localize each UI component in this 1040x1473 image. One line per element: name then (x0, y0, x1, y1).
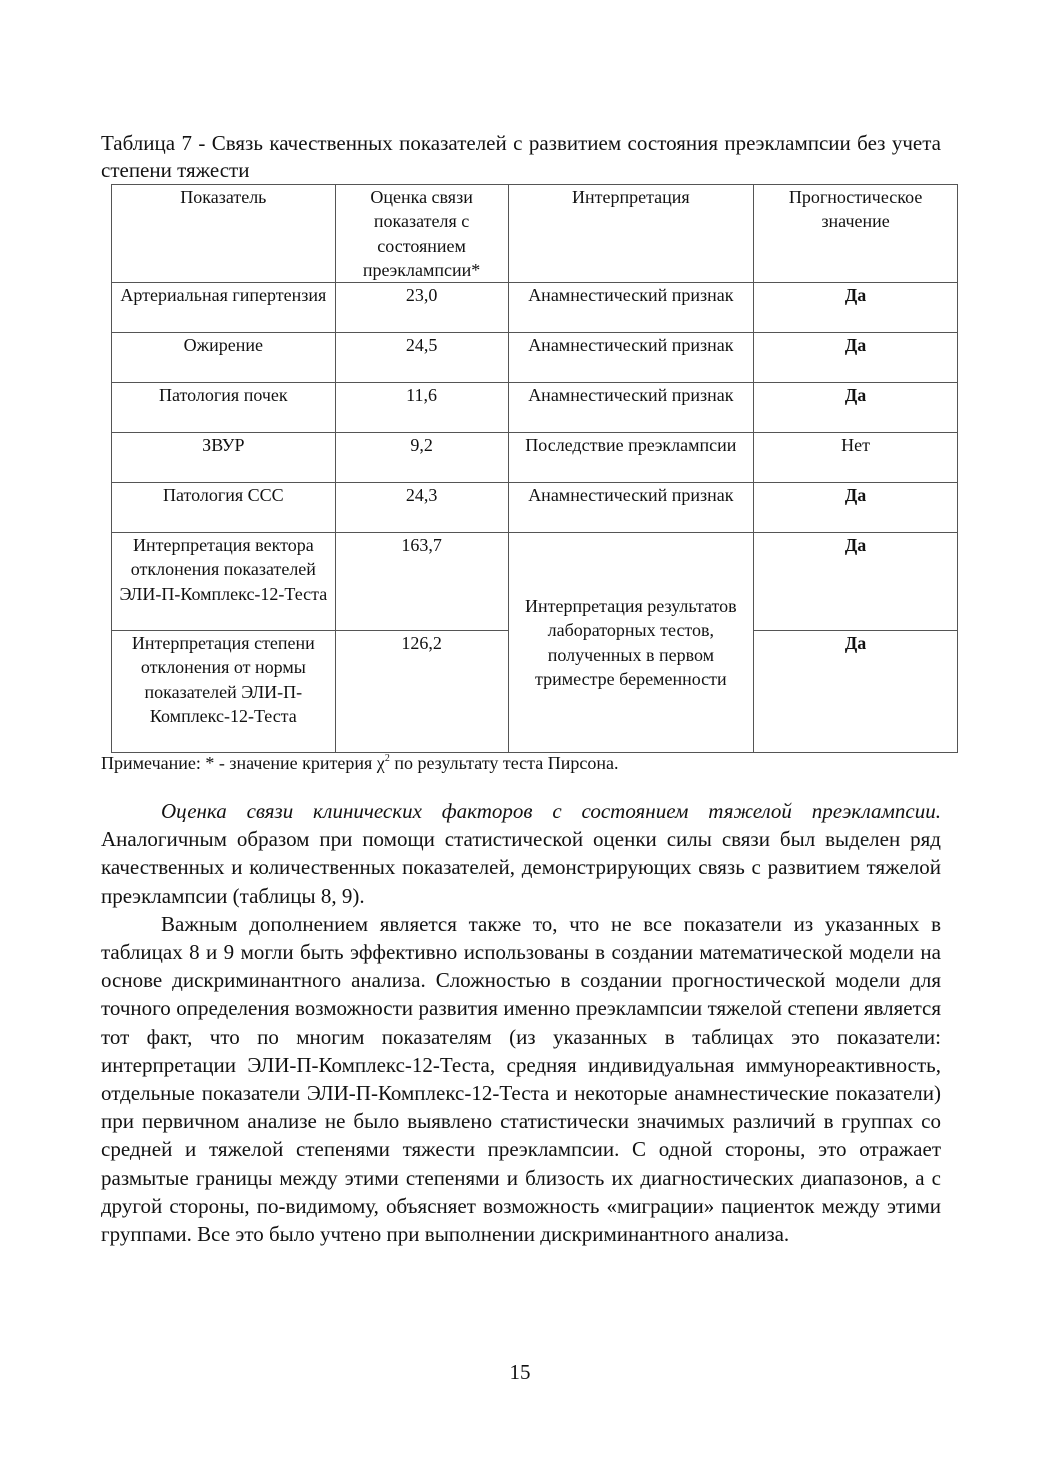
cell-score: 11,6 (335, 383, 508, 433)
table-row (112, 533, 958, 631)
page-number: 15 (509, 1360, 531, 1384)
cell-score: 9,2 (335, 433, 508, 483)
cell-prognostic: Да (754, 533, 958, 631)
table-caption: Таблица 7 - Связь качественных показателей с развитием состояния преэклампсии без учета степени тяжести (101, 131, 941, 182)
table-header-row (112, 185, 958, 283)
cell-score: 24,3 (335, 483, 508, 533)
cell-indicator: Артериальная гипертензия (112, 283, 336, 333)
note-suffix: по результату теста Пирсона. (389, 753, 619, 773)
cell-score: 163,7 (335, 533, 508, 631)
cell-score: 126,2 (335, 631, 508, 753)
header-score: Оценка связи показателя с состоянием преэклампсии* (335, 185, 508, 283)
cell-prognostic: Да (754, 333, 958, 383)
cell-indicator: Патология почек (112, 383, 336, 433)
paragraph (101, 797, 941, 910)
body-text (101, 797, 941, 1248)
cell-interpretation: Анамнестический признак (508, 383, 754, 433)
header-prognostic: Прогностическое значение (754, 185, 958, 283)
table-note (101, 748, 618, 774)
table-row (112, 283, 958, 333)
cell-prognostic: Да (754, 483, 958, 533)
cell-interpretation: Анамнестический признак (508, 283, 754, 333)
cell-indicator: Патология ССС (112, 483, 336, 533)
table-row (112, 383, 958, 433)
cell-score: 24,5 (335, 333, 508, 383)
cell-prognostic: Да (754, 631, 958, 753)
table-row (112, 433, 958, 483)
table-row (112, 483, 958, 533)
cell-indicator: ЗВУР (112, 433, 336, 483)
header-interpretation: Интерпретация (508, 185, 754, 283)
paragraph: Важным дополнением является также то, что не все показатели из указанных в таблицах 8 и 9 могли быть эффективно использованы в создании математической модели на основе дискриминантного анализа. Сложностью в создании прогностической модели для точного определения возможности развития именно преэклампсии тяжелой степени является тот факт, что по многим показателям (из указанных в таблицах это показатели: интерпретации ЭЛИ-П-Комплекс-12-Теста, средняя индивидуальная иммунореактивность, отдельные показатели ЭЛИ-П-Комплекс-12-Теста и некоторые анамнестические показатели) при первичном анализе не было выявлено статистически значимых различий в группах со средней и тяжелой степенями тяжести преэклампсии. С одной стороны, это отражает размытые границы между этими степенями и близость их диагностических диапазонов, а с другой стороны, по-видимому, объясняет возможность «миграции» пациенток между этими группами. Все это было учтено при выполнении дискриминантного анализа. (101, 911, 941, 1247)
cell-prognostic: Да (754, 283, 958, 333)
cell-interpretation: Анамнестический признак (508, 483, 754, 533)
cell-prognostic: Да (754, 383, 958, 433)
data-table (111, 184, 958, 753)
cell-prognostic: Нет (754, 433, 958, 483)
paragraph-text: Аналогичным образом при помощи статистической оценки силы связи был выделен ряд качественных и количественных показателей, демонстрирующих связь с развитием тяжелой преэклампсии (таблицы 8, 9). (101, 827, 941, 908)
header-indicator: Показатель (112, 185, 336, 283)
note-superscript: 2 (384, 753, 390, 764)
paragraph-italic-heading: Оценка связи клинических факторов с состоянием тяжелой преэклампсии. (161, 799, 941, 823)
cell-interpretation: Последствие преэклампсии (508, 433, 754, 483)
cell-score: 23,0 (335, 283, 508, 333)
cell-interpretation: Анамнестический признак (508, 333, 754, 383)
cell-indicator: Интерпретация вектора отклонения показателей ЭЛИ-П-Комплекс-12-Теста (112, 533, 336, 631)
note-prefix: Примечание: * - значение критерия χ (101, 753, 385, 773)
cell-indicator: Интерпретация степени отклонения от нормы показателей ЭЛИ-П-Комплекс-12-Теста (112, 631, 336, 753)
cell-indicator: Ожирение (112, 333, 336, 383)
cell-merged-interpretation: Интерпретация результатов лабораторных тестов, полученных в первом триместре беременности (508, 533, 754, 753)
table-row (112, 333, 958, 383)
